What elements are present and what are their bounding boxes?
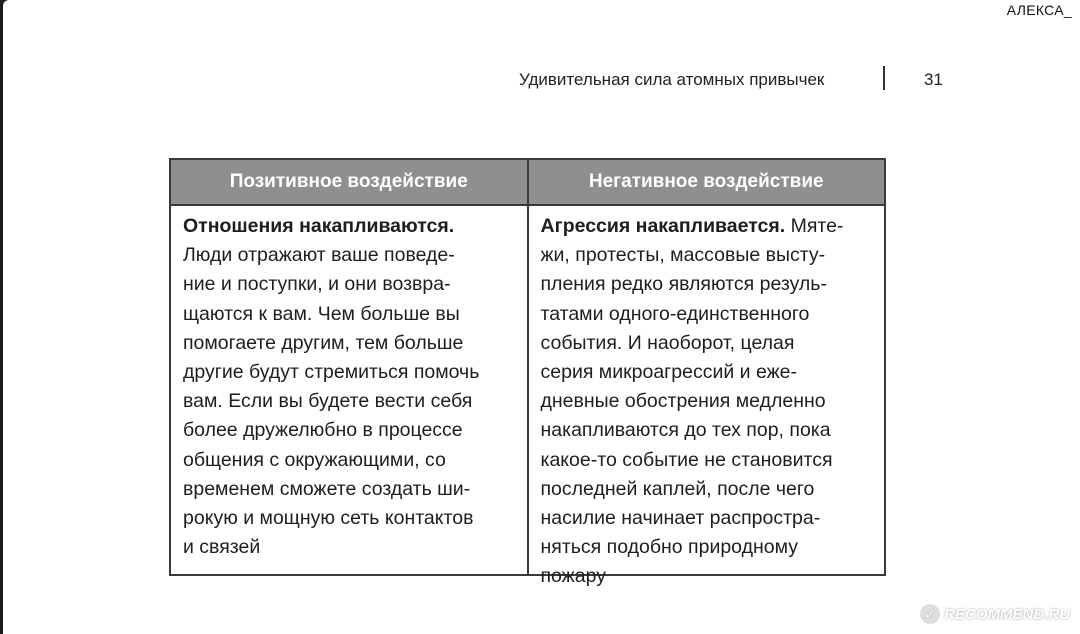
recommend-logo-icon: ✓ — [920, 604, 940, 624]
cell-negative-lead-tail: Мяте- — [785, 215, 844, 237]
cell-negative-lead: Агрессия накапливается. — [540, 215, 786, 237]
text-line: пожару — [540, 565, 606, 588]
cell-negative — [527, 206, 885, 588]
cell-positive-lead: Отношения накапливаются. — [183, 215, 455, 237]
text-line: какое-то событие не становится — [540, 448, 833, 471]
text-line: рокую и мощную сеть контактов — [183, 507, 474, 530]
text-line: дневные обострения медленно — [540, 390, 826, 413]
user-tag: АЛЕКСА_ — [1006, 2, 1072, 18]
text-line: помогаете другим, тем больше — [183, 331, 464, 354]
text-line: временем сможете создать ши- — [183, 477, 471, 500]
text-line: серия микроагрессий и еже- — [540, 361, 797, 384]
running-head-title: Удивительная сила атомных привычек — [519, 70, 825, 89]
book-page — [3, 0, 1080, 634]
table-body-row — [171, 206, 884, 588]
text-line: няться подобно природному — [540, 536, 798, 559]
text-line: Люди отражают ваше поведе- — [183, 244, 455, 267]
header-positive: Позитивное воздействие — [229, 171, 468, 192]
comparison-table — [169, 158, 886, 588]
text-line: и связей — [183, 536, 261, 559]
watermark — [920, 604, 1070, 624]
text-line: другие будут стремиться помочь — [183, 361, 480, 384]
text-line: пления редко являются резуль- — [540, 273, 827, 296]
text-line: вам. Если вы будете вести себя — [183, 390, 473, 413]
text-line: щаются к вам. Чем больше вы — [183, 302, 460, 325]
text-line: ние и поступки, и они возвра- — [183, 273, 451, 296]
text-line: более дружелюбно в процессе — [183, 419, 463, 442]
text-line: накапливаются до тех пор, пока — [540, 419, 831, 442]
text-line: общения с окружающими, со — [183, 448, 446, 471]
text-line: последней каплей, после чего — [540, 477, 815, 500]
cell-positive — [171, 206, 527, 576]
text-line: жи, протесты, массовые высту- — [540, 244, 826, 267]
running-head-divider — [883, 66, 885, 90]
header-negative: Негативное воздействие — [527, 160, 885, 204]
text-line: татами одного-единственного — [540, 302, 810, 325]
table-header-row — [171, 160, 884, 206]
text-line: насилие начинает распростра- — [540, 507, 821, 530]
watermark-text: RECOMMEND.RU — [944, 605, 1070, 623]
text-line: события. И наоборот, целая — [540, 331, 795, 354]
cell-negative-first-line — [541, 212, 875, 241]
page-number: 31 — [924, 70, 943, 89]
